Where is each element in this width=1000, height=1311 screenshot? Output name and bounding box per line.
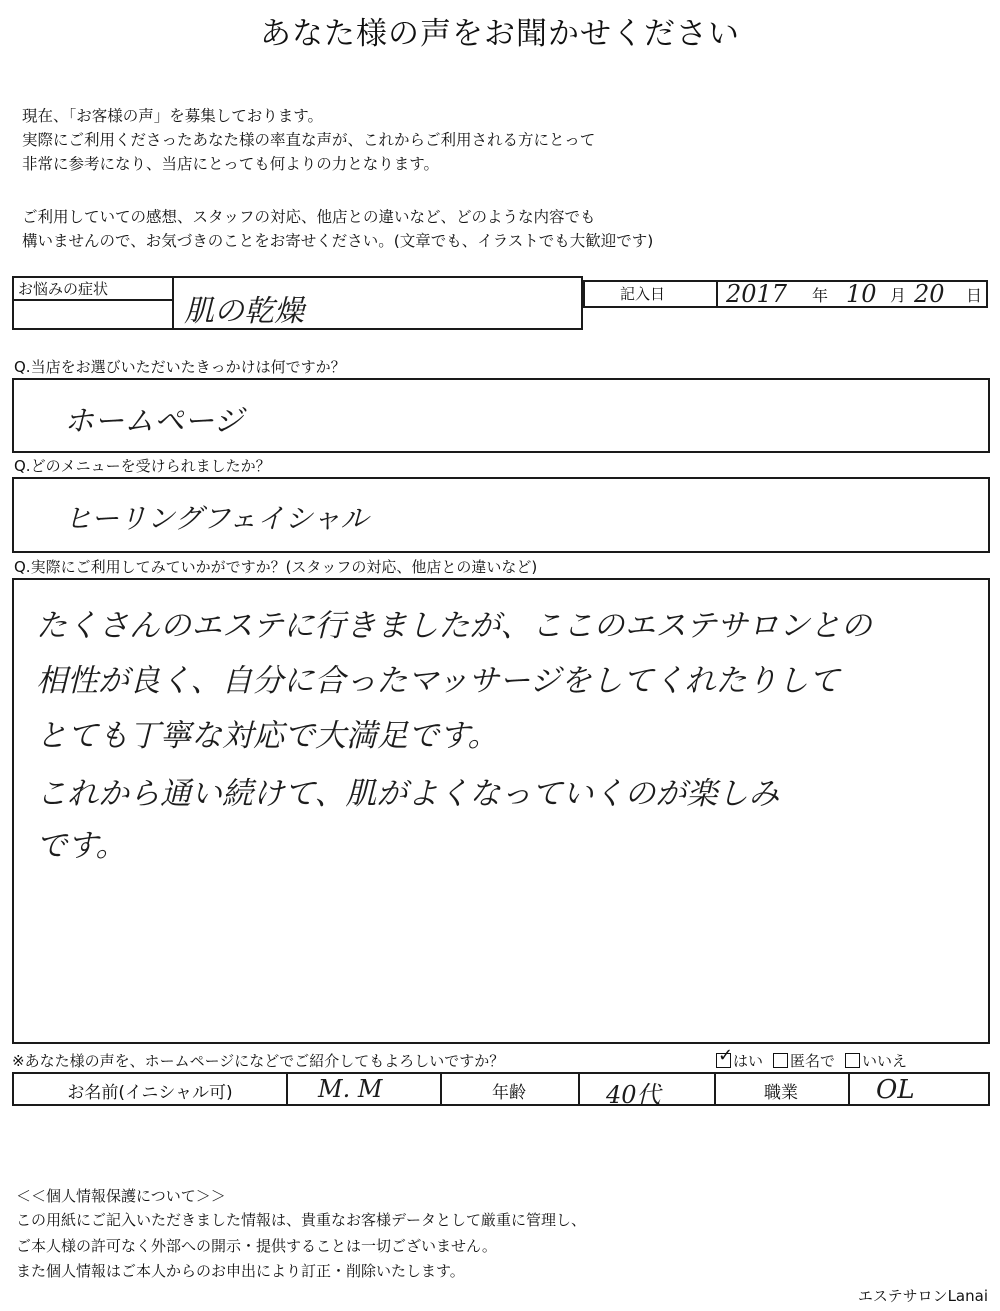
symptom-divider <box>172 276 174 330</box>
intro-line-4: ご利用していての感想、スタッフの対応、他店との違いなど、どのような内容でも <box>22 208 596 226</box>
intro-line-3: 非常に参考になり、当店にとっても何よりの力となります。 <box>22 155 439 173</box>
consent-yes-label: はい <box>733 1052 764 1070</box>
profile-divider-1 <box>286 1072 288 1106</box>
privacy-line-1: この用紙にご記入いただきました情報は、貴重なお客様データとして厳重に管理し、 <box>16 1211 587 1229</box>
symptom-label-underline <box>12 299 172 301</box>
intro-line-1: 現在、「お客様の声」を募集しております。 <box>22 107 324 125</box>
intro-line-5: 構いませんので、お気づきのことをお寄せください。(文章でも、イラストでも大歓迎です) <box>22 232 654 250</box>
brand-name: エステサロンLanai <box>857 1287 988 1305</box>
consent-question: ※あなた様の声を、ホームページになどでご紹介してもよろしいですか？ <box>12 1052 505 1070</box>
date-day-value: 20 <box>914 280 945 308</box>
check-icon: ✓ <box>718 1045 734 1066</box>
q2-question: Q.どのメニューを受けられましたか？ <box>14 457 271 475</box>
consent-anonymous-label: 匿名で <box>790 1052 836 1070</box>
form-title: あなた様の声をお聞かせください <box>260 16 740 52</box>
q3-answer-line-1: たくさんのエステに行きましたが、ここのエステサロンとの <box>36 608 872 644</box>
date-label: 記入日 <box>620 285 666 303</box>
q2-answer: ヒーリングフェイシャル <box>64 502 369 535</box>
symptom-value: 肌の乾燥 <box>184 294 304 329</box>
age-value: 40代 <box>606 1081 661 1109</box>
profile-divider-3 <box>578 1072 580 1106</box>
privacy-heading: ＜＜個人情報保護について＞＞ <box>16 1187 226 1205</box>
date-divider <box>716 280 718 308</box>
consent-no-checkbox[interactable] <box>845 1053 860 1068</box>
consent-anonymous-checkbox[interactable] <box>773 1053 788 1068</box>
consent-no-label: いいえ <box>862 1052 908 1070</box>
q1-answer: ホームページ <box>64 404 244 439</box>
name-label: お名前(イニシャル可) <box>67 1083 233 1103</box>
profile-divider-5 <box>848 1072 850 1106</box>
q3-answer-line-5: です。 <box>36 828 127 864</box>
consent-yes-checkbox[interactable] <box>716 1045 734 1068</box>
privacy-line-2: ご本人様の許可なく外部への開示・提供することは一切ございません。 <box>16 1237 497 1255</box>
date-month-value: 10 <box>846 280 877 308</box>
q3-answer-line-3: とても丁寧な対応で大満足です。 <box>36 718 499 754</box>
privacy-line-3: また個人情報はご本人からのお申出により訂正・削除いたします。 <box>16 1262 465 1280</box>
intro-line-2: 実際にご利用くださったあなた様の率直な声が、これからご利用される方にとって <box>22 131 596 149</box>
q1-question: Q.当店をお選びいただいたきっかけは何ですか？ <box>14 358 346 376</box>
date-year-unit: 年 <box>812 286 829 305</box>
name-value: M. M <box>318 1075 383 1103</box>
date-day-unit: 日 <box>966 286 983 305</box>
q3-answer-line-4: これから通い続けて、肌がよくなっていくのが楽しみ <box>36 776 780 812</box>
job-label: 職業 <box>764 1083 798 1103</box>
age-label: 年齢 <box>492 1083 526 1103</box>
consent-options <box>716 1045 908 1071</box>
job-value: OL <box>876 1075 915 1105</box>
symptom-label: お悩みの症状 <box>18 280 109 298</box>
q3-answer-line-2: 相性が良く、自分に合ったマッサージをしてくれたりして <box>36 663 840 699</box>
date-month-unit: 月 <box>890 286 907 305</box>
date-year-value: 2017 <box>726 280 788 308</box>
q3-question: Q.実際にご利用してみていかがですか？(スタッフの対応、他店との違いなど) <box>14 558 538 576</box>
